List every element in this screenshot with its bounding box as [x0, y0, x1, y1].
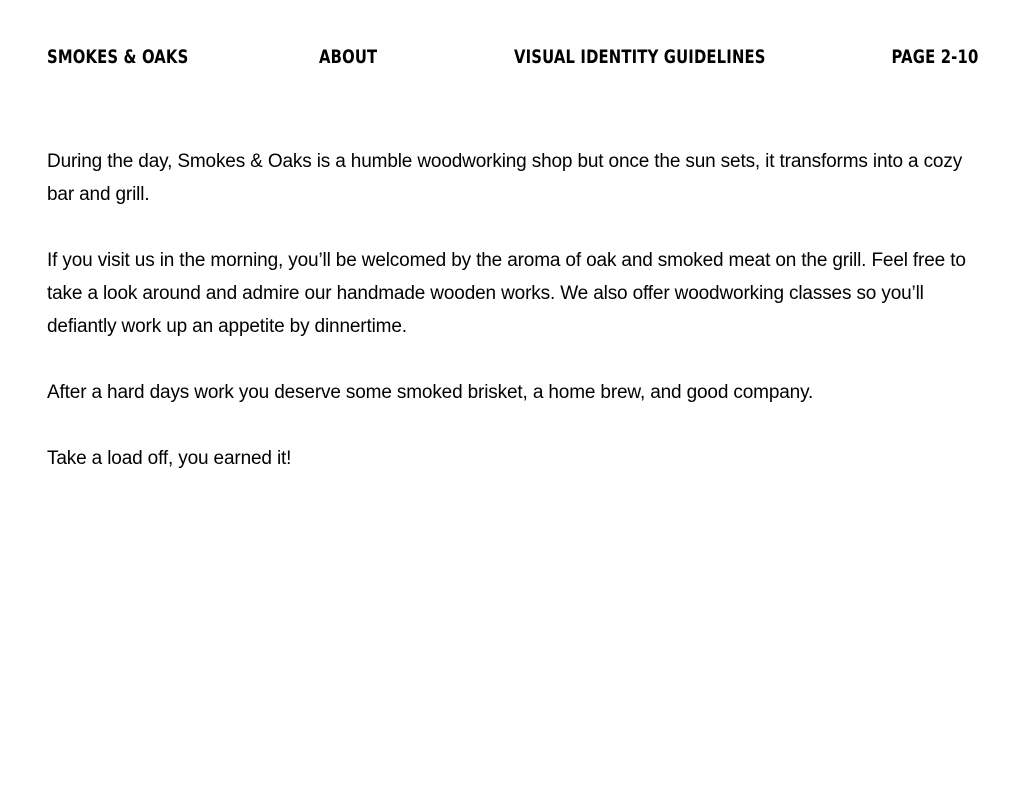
- paragraph-morning: If you visit us in the morning, you’ll be welcomed by the aroma of oak and smoked meat on the grill. Feel free to take a look around and admire our handmade wooden works. We also offer woodworking classes so you’ll defiantly work up an appetite by dinnertime.: [47, 250, 966, 337]
- paragraph-closing: Take a load off, you earned it!: [47, 448, 292, 469]
- document-title: VISUAL IDENTITY GUIDELINES: [514, 46, 766, 68]
- brand-name: SMOKES & OAKS: [47, 46, 189, 68]
- paragraph-evening: After a hard days work you deserve some smoked brisket, a home brew, and good company.: [47, 382, 814, 403]
- paragraph-intro: During the day, Smokes & Oaks is a humble woodworking shop but once the sun sets, it transforms into a cozy bar and grill.: [47, 151, 963, 205]
- section-title: ABOUT: [319, 46, 378, 68]
- page-header: [47, 42, 978, 74]
- about-body-copy: [47, 145, 982, 508]
- page-number: PAGE 2-10: [891, 46, 978, 68]
